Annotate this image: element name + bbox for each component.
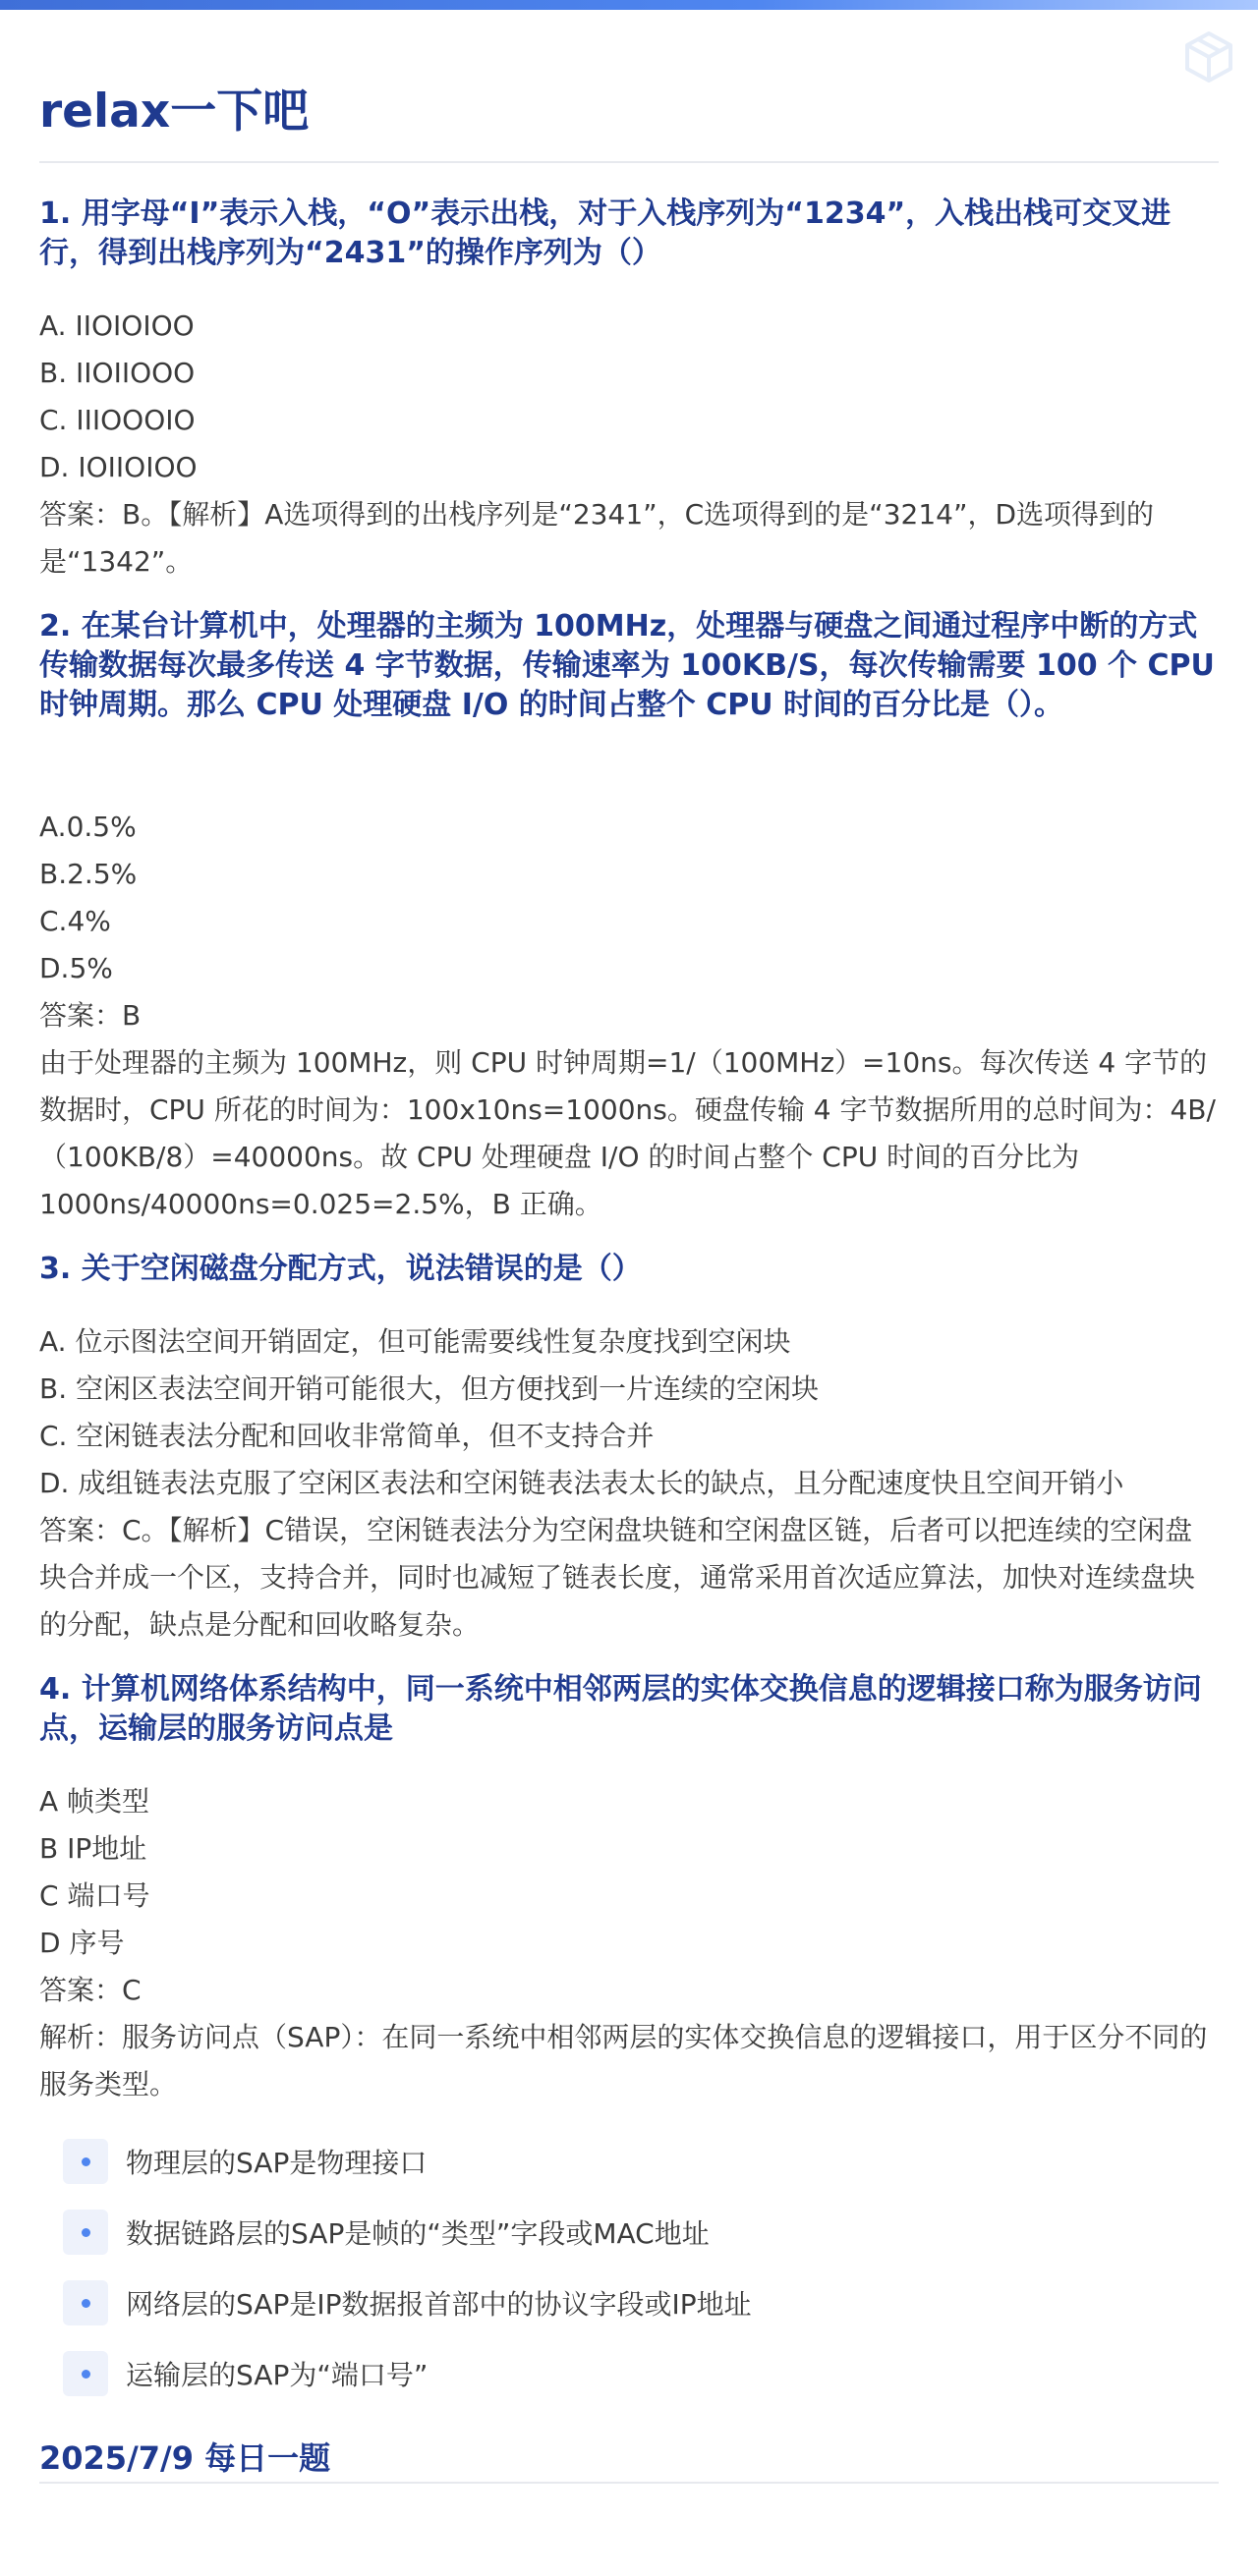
list-item [63,2268,1219,2338]
page-title: relax一下吧 [39,84,310,139]
bullet-dot-icon [63,2210,108,2255]
question-3-answer: 答案：C。【解析】C错误，空闲链表法分为空闲盘块链和空闲盘区链，后者可以把连续的空闲盘块合并成一个区，支持合并，同时也减短了链表长度，通常采用首次适应算法，加快对连续盘块的分配，缺点是分配和回收略复杂。 [39,1514,1196,1641]
question-1 [39,195,1219,586]
title-divider [39,161,1219,163]
option-c: C. IIIOOOIO [39,404,196,436]
question-4-explanation: 解析：服务访问点（SAP）：在同一系统中相邻两层的实体交换信息的逻辑接口，用于区分不同的服务类型。 [39,2021,1208,2100]
list-item-text: 运输层的SAP为“端口号” [126,2359,429,2391]
option-c: C.4% [39,905,111,937]
footer-divider [39,2482,1219,2484]
question-2-options [39,804,1219,1228]
footer-heading: 2025/7/9 每日一题 [39,2439,331,2477]
option-b: B. IIOIIOOO [39,357,196,389]
option-b: B IP地址 [39,1832,147,1865]
question-4-options [39,1778,1219,2108]
bullet-dot-icon [63,2351,108,2396]
question-4-answer: 答案：C [39,1974,142,2006]
cube-icon [1179,28,1238,86]
bullet-dot-icon [63,2280,108,2325]
list-item [63,2338,1219,2409]
question-1-title: 1. 用字母“I”表示入栈，“O”表示出栈，对于入栈序列为“1234”，入栈出栈可交叉进行，得到出栈序列为“2431”的操作序列为（） [39,196,1172,270]
option-a: A 帧类型 [39,1785,150,1818]
option-d: D. IOIIOIOO [39,451,198,483]
question-1-options [39,303,1219,586]
list-item-text: 物理层的SAP是物理接口 [126,2147,428,2179]
option-b: B. 空闲区表法空间开销可能很大，但方便找到一片连续的空闲块 [39,1372,820,1405]
option-c: C 端口号 [39,1879,150,1912]
question-4 [39,1670,1219,2409]
question-3-title: 3. 关于空闲磁盘分配方式，说法错误的是（） [39,1252,642,1286]
option-b: B.2.5% [39,858,138,890]
sap-bullet-list [63,2126,1219,2409]
option-a: A.0.5% [39,811,137,843]
page-content [39,83,1219,2484]
question-2 [39,607,1219,1228]
top-accent-bar [0,0,1258,10]
question-1-answer: 答案：B。【解析】A选项得到的出栈序列是“2341”，C选项得到的是“3214”，D选项得到的是“1342”。 [39,498,1155,578]
question-3 [39,1250,1219,1649]
question-2-explanation: 由于处理器的主频为 100MHz，则 CPU 时钟周期=1/（100MHz）=10ns。每次传送 4 字节的数据时，CPU 所花的时间为：100x10ns=1000ns。硬盘传输 4 字节数据所用的总时间为：4B/（100KB/8）=40000ns。故 CPU 处理硬盘 I/O 的时间占整个 CPU 时间的百分比为 1000ns/40000ns=0.025=2.5%，B 正确。 [39,1046,1216,1220]
option-d: D. 成组链表法克服了空闲区表法和空闲链表法表太长的缺点，且分配速度快且空间开销小 [39,1467,1124,1499]
list-item [63,2126,1219,2197]
list-item-text: 数据链路层的SAP是帧的“类型”字段或MAC地址 [126,2217,710,2250]
option-c: C. 空闲链表法分配和回收非常简单，但不支持合并 [39,1420,655,1452]
question-2-answer: 答案：B [39,999,142,1032]
question-2-title: 2. 在某台计算机中，处理器的主频为 100MHz，处理器与硬盘之间通过程序中断的方式传输数据每次最多传送 4 字节数据，传输速率为 100KB/S，每次传输需要 100 个 CPU 时钟周期。那么 CPU 处理硬盘 I/O 的时间占整个 CPU 时间的百分比是（）。 [39,609,1215,722]
bullet-dot-icon [63,2139,108,2184]
option-d: D.5% [39,952,113,984]
list-item [63,2197,1219,2268]
question-4-title: 4. 计算机网络体系结构中，同一系统中相邻两层的实体交换信息的逻辑接口称为服务访问点，运输层的服务访问点是 [39,1672,1202,1746]
option-a: A. 位示图法空间开销固定，但可能需要线性复杂度找到空闲块 [39,1325,791,1358]
list-item-text: 网络层的SAP是IP数据报首部中的协议字段或IP地址 [126,2288,752,2321]
option-d: D 序号 [39,1927,125,1959]
question-3-options [39,1318,1219,1649]
option-a: A. IIOIOIOO [39,309,195,342]
